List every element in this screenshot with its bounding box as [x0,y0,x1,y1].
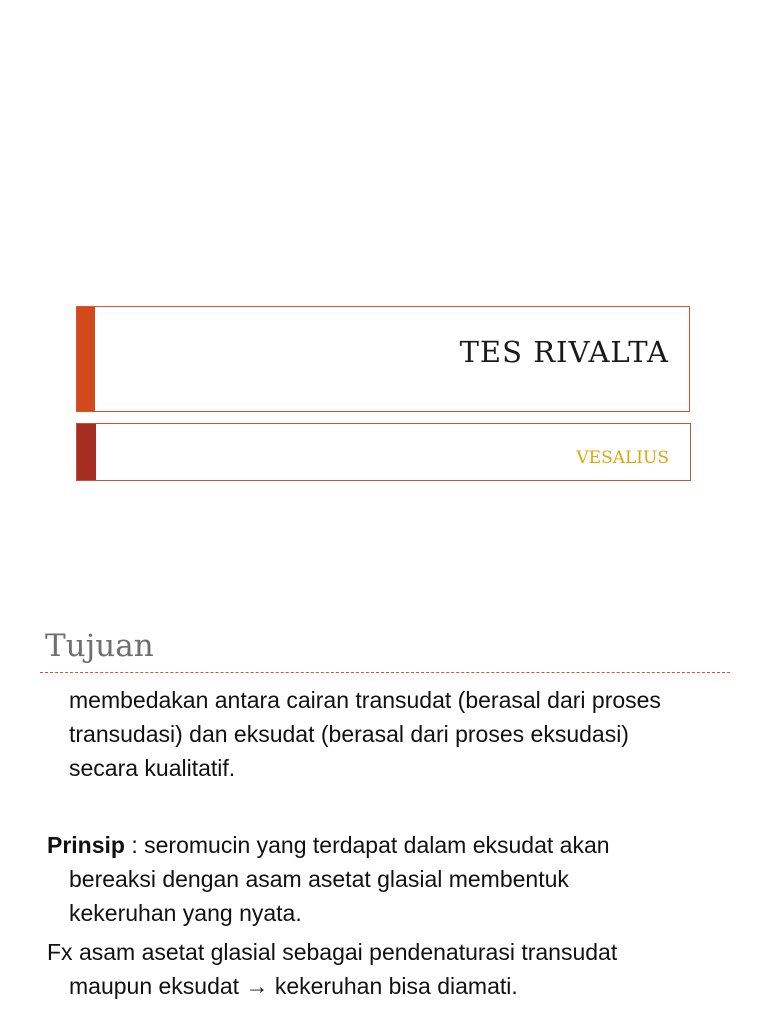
tujuan-line: secara kualitatif. [69,755,236,781]
prinsip-text: : seromucin yang terdapat dalam eksudat akan [124,832,610,858]
subtitle-accent-bar [77,424,96,480]
fx-second-line: maupun eksudat → kekeruhan bisa diamati. [69,973,518,999]
fx-first-line: Fx asam asetat glasial sebagai pendenaturasi transudat [47,939,618,965]
prinsip-first-line [47,828,610,862]
slide-title: TES RIVALTA [459,335,669,369]
slide-subtitle: VESALIUS [576,448,669,468]
prinsip-line: bereaksi dengan asam asetat glasial membentuk [69,866,569,892]
tujuan-line: membedakan antara cairan transudat (berasal dari proses [69,687,661,713]
title-box [76,306,690,412]
title-accent-bar [77,307,95,411]
prinsip-line: kekeruhan yang nyata. [69,900,302,926]
subtitle-box [76,423,691,481]
heading-divider [40,672,730,673]
prinsip-label: Prinsip [47,832,125,858]
fx-paragraph [47,935,617,1003]
tujuan-paragraph [69,683,661,785]
section-heading: Tujuan [45,628,154,664]
tujuan-line: transudasi) dan eksudat (berasal dari proses eksudasi) [69,721,629,747]
prinsip-paragraph [47,828,610,930]
